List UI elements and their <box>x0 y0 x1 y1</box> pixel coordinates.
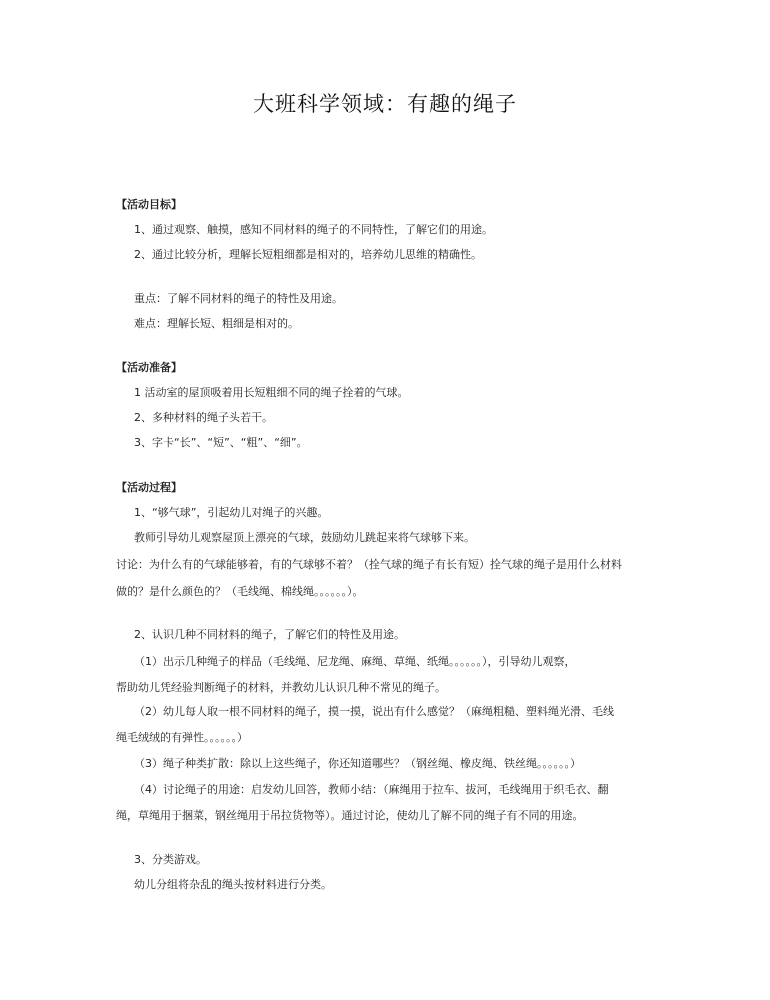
preparation-item-2: 2、多种材料的绳子头若干。 <box>134 411 273 424</box>
preparation-item-1: 1 活动室的屋顶吸着用长短粗细不同的绳子拴着的气球。 <box>134 386 409 399</box>
step1-paragraph: 教师引导幼儿观察屋顶上漂亮的气球，鼓励幼儿跳起来将气球够下来。 <box>134 531 475 544</box>
goal-item-2: 2、通过比较分析，理解长短粗细都是相对的，培养幼儿思维的精确性。 <box>134 248 482 261</box>
step2-b-line1: （2）幼儿每人取一根不同材料的绳子，摸一摸，说出有什么感觉？（麻绳粗糙、塑料绳光滑、毛线 <box>134 705 614 718</box>
step3-title: 3、分类游戏。 <box>134 853 207 866</box>
section-heading-goals: 【活动目标】 <box>116 198 182 211</box>
step3-paragraph: 幼儿分组将杂乱的绳头按材料进行分类。 <box>134 878 332 891</box>
step1-discussion-line1: 讨论：为什么有的气球能够着，有的气球够不着？（拴气球的绳子有长有短）拴气球的绳子是用什么材料 <box>116 558 622 571</box>
key-point: 重点：了解不同材料的绳子的特性及用途。 <box>134 292 343 305</box>
page-title: 大班科学领域：有趣的绳子 <box>253 92 517 116</box>
section-heading-preparation: 【活动准备】 <box>116 361 182 374</box>
step2-c: （3）绳子种类扩散：除以上这些绳子，你还知道哪些？（钢丝绳、橡皮绳、铁丝绳。。。。。。） <box>134 757 581 770</box>
step1-discussion-line2: 做的？是什么颜色的？（毛线绳、棉线绳。。。。。。）。 <box>116 585 364 598</box>
preparation-item-3: 3、字卡“长”、“短”、“粗”、“细”。 <box>134 436 308 449</box>
goal-item-1: 1、通过观察、触摸，感知不同材料的绳子的不同特性，了解它们的用途。 <box>134 223 493 236</box>
step1-title: 1、“够气球”，引起幼儿对绳子的兴趣。 <box>134 506 329 519</box>
step2-b-line2: 绳毛绒绒的有弹性。。。。。。） <box>116 731 248 744</box>
step2-title: 2、认识几种不同材料的绳子，了解它们的特性及用途。 <box>134 628 405 641</box>
section-heading-process: 【活动过程】 <box>116 481 182 494</box>
step2-a-line2: 帮助幼儿凭经验判断绳子的材料，并教幼儿认识几种不常见的绳子。 <box>116 681 446 694</box>
step2-d-line2: 绳，草绳用于捆菜，钢丝绳用于吊拉货物等）。通过讨论，使幼儿了解不同的绳子有不同的用途。 <box>116 809 584 822</box>
difficulty-point: 难点：理解长短、粗细是相对的。 <box>134 317 299 330</box>
step2-a-line1: （1）出示几种绳子的样品（毛线绳、尼龙绳、麻绳、草绳、纸绳。。。。。。），引导幼儿观察， <box>134 655 576 668</box>
step2-d-line1: （4）讨论绳子的用途：启发幼儿回答，教师小结：（麻绳用于拉车、拔河，毛线绳用于织毛衣、翻 <box>134 783 609 796</box>
